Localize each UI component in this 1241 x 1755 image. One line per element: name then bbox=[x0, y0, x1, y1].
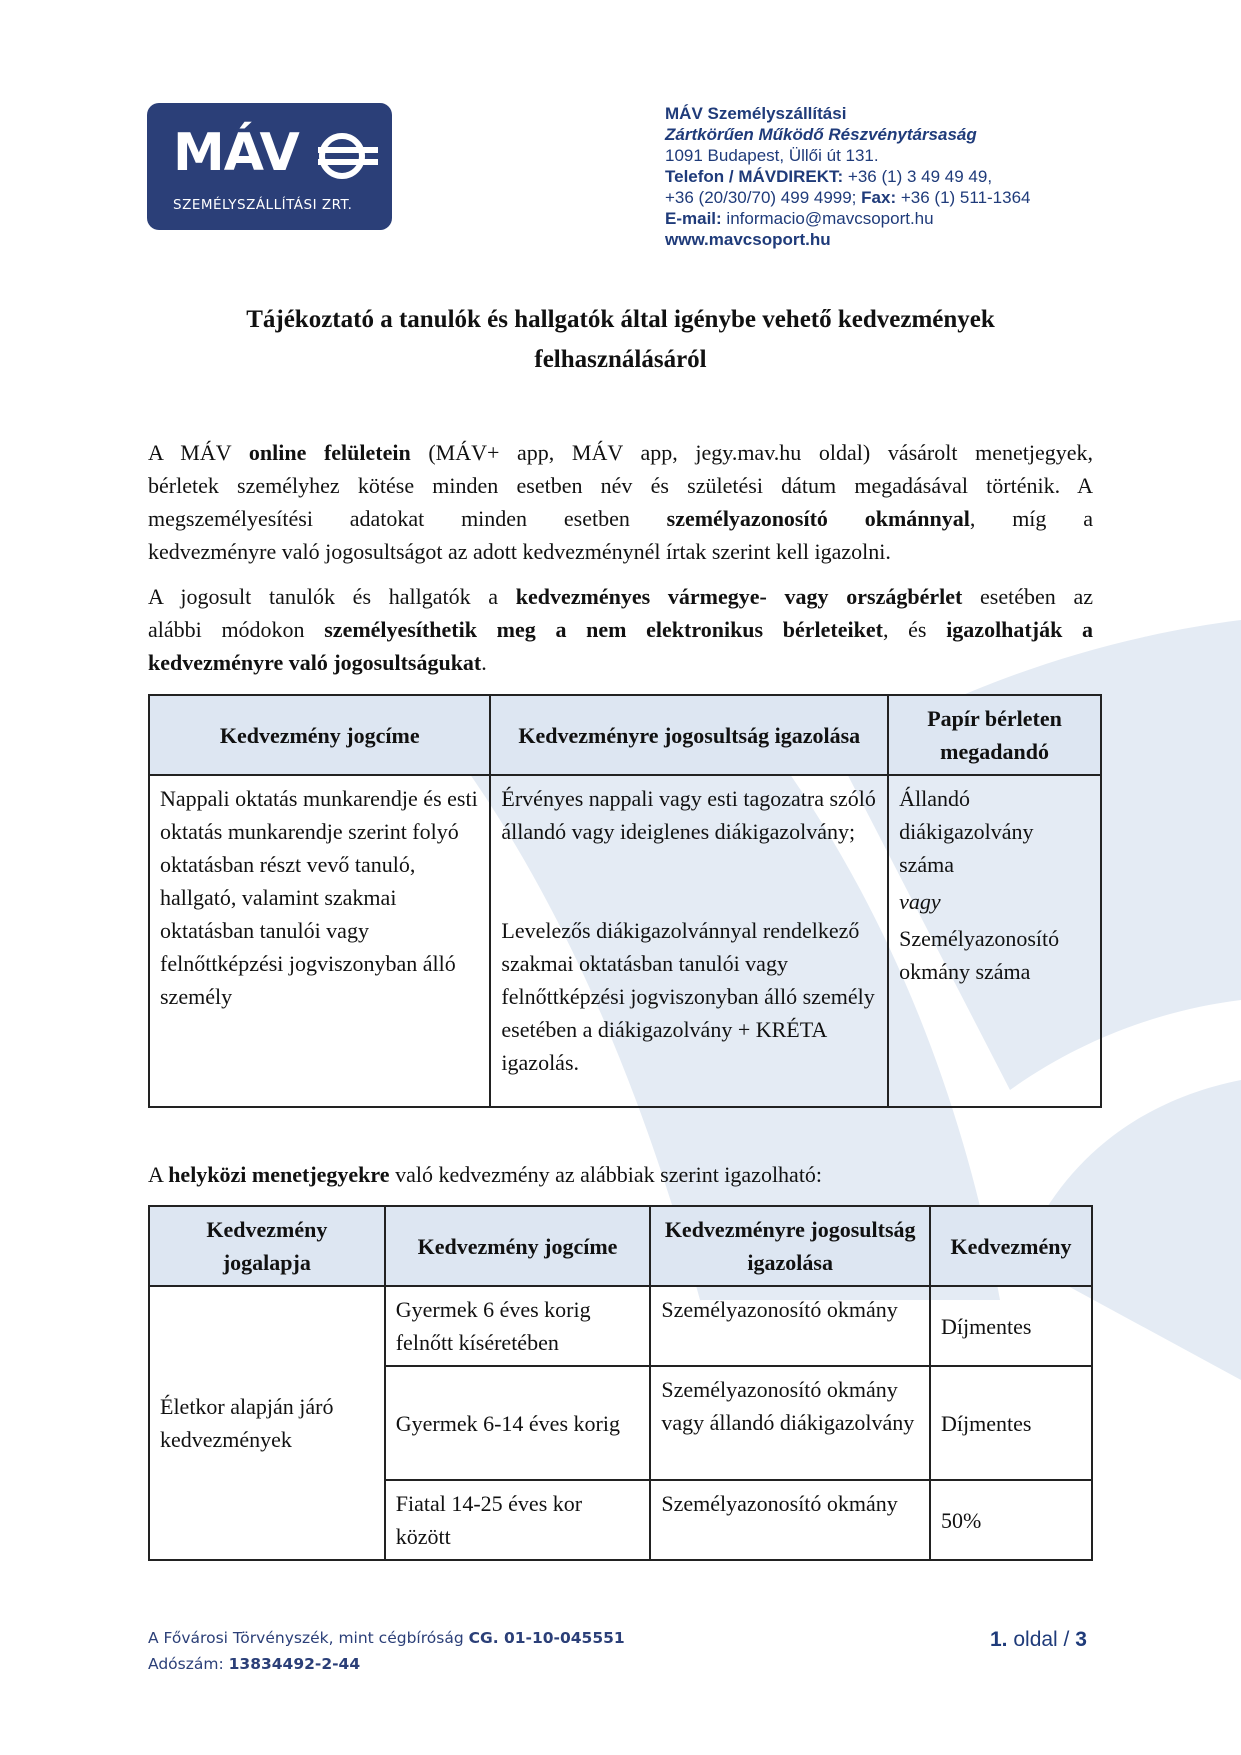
cell-row1-igazolas: Személyazonosító okmány bbox=[650, 1286, 930, 1366]
logo-rail-icon bbox=[310, 123, 380, 189]
p2-bold-verify: igazolhatják a bbox=[946, 617, 1093, 642]
paragraph-online bbox=[148, 436, 1093, 568]
th-papir: Papír bérleten megadandó bbox=[888, 695, 1101, 775]
title-line-2: felhasználásáról bbox=[534, 346, 707, 373]
page-number bbox=[990, 1628, 1087, 1652]
p3-text-c: való kedvezmény az alábbiak szerint igazolható: bbox=[389, 1162, 823, 1187]
email-label: E-mail: bbox=[665, 209, 722, 228]
cell-row1-jogcim: Gyermek 6 éves korig felnőtt kíséretében bbox=[385, 1286, 651, 1366]
logo-subtitle: SZEMÉLYSZÁLLÍTÁSI ZRT. bbox=[173, 197, 353, 213]
website-link[interactable]: www.mavcsoport.hu bbox=[665, 230, 831, 249]
igazolas-levelezos: Levelezős diákigazolvánnyal rendelkező szakmai oktatásban tanulói vagy felnőttképzési jogviszonyban álló személy esetében a diákigazolvány + KRÉTA igazolás. bbox=[501, 918, 875, 1075]
cell-row1-kedvezmeny: Díjmentes bbox=[930, 1286, 1092, 1366]
email-link[interactable]: informacio@mavcsoport.hu bbox=[726, 209, 934, 228]
company-form: Zártkörűen Működő Részvénytársaság bbox=[665, 125, 977, 144]
p2-text-f: , és bbox=[882, 617, 947, 642]
footer-tax-label: Adószám: bbox=[148, 1655, 229, 1673]
footer-cg: CG. 01-10-045551 bbox=[468, 1629, 625, 1647]
phone-2: +36 (20/30/70) 499 4999; bbox=[665, 188, 857, 207]
th-igazolas-2: Kedvezményre jogosultság igazolása bbox=[650, 1206, 930, 1286]
page-current: 1. bbox=[990, 1628, 1008, 1651]
document-title bbox=[140, 300, 1101, 380]
paragraph-bérlet bbox=[148, 580, 1093, 679]
paragraph-helykozi bbox=[148, 1158, 1093, 1191]
p1-text-e: megszemélyesítési adatokat minden esetben bbox=[148, 506, 667, 531]
igazolas-nappali: Érvényes nappali vagy esti tagozatra szóló állandó vagy ideiglenes diákigazolvány; bbox=[501, 786, 876, 844]
cell-eletkor: Életkor alapján járó kedvezmények bbox=[149, 1286, 385, 1560]
logo-text: MÁV bbox=[173, 123, 299, 183]
menetjegy-table-header-row bbox=[149, 1206, 1092, 1286]
mav-logo bbox=[147, 103, 392, 230]
title-line-1: Tájékoztató a tanulók és hallgatók által igénybe vehető kedvezmények bbox=[246, 306, 995, 333]
berlet-table-row bbox=[149, 775, 1101, 1107]
table-row bbox=[149, 1286, 1092, 1366]
p2-text-i: . bbox=[481, 650, 487, 675]
cell-row2-igazolas: Személyazonosító okmány vagy állandó diákigazolvány bbox=[650, 1366, 930, 1480]
papir-vagy: vagy bbox=[899, 889, 941, 914]
p2-text-c: esetében az bbox=[962, 584, 1093, 609]
p1-text-c: (MÁV+ app, MÁV app, jegy.mav.hu oldal) vásárolt menetjegyek, bbox=[410, 440, 1093, 465]
menetjegy-table bbox=[148, 1205, 1093, 1561]
page-total: 3 bbox=[1075, 1628, 1087, 1651]
cell-row3-kedvezmeny: 50% bbox=[930, 1480, 1092, 1560]
p3-text-a: A bbox=[148, 1162, 169, 1187]
footer-court: A Fővárosi Törvényszék, mint cégbíróság bbox=[148, 1629, 469, 1647]
company-info bbox=[665, 103, 1031, 250]
p2-bold-personalize: személyesíthetik meg a nem elektronikus bérleteiket bbox=[324, 617, 883, 642]
th-jogcim: Kedvezmény jogcíme bbox=[149, 695, 490, 775]
th-jogalap: Kedvezmény jogalapja bbox=[149, 1206, 385, 1286]
th-igazolas: Kedvezményre jogosultság igazolása bbox=[490, 695, 888, 775]
cell-papir bbox=[888, 775, 1101, 1107]
p1-text-h: kedvezményre való jogosultságot az adott kedvezménynél írtak szerint kell igazolni. bbox=[148, 539, 891, 564]
berlet-table-header-row bbox=[149, 695, 1101, 775]
cell-jogcim: Nappali oktatás munkarendje és esti oktatás munkarendje szerint folyó oktatásban részt vevő tanuló, hallgató, valamint szakmai oktatásban tanulói vagy felnőttképzési jogviszonyban álló személy bbox=[149, 775, 490, 1107]
fax-label: Fax: bbox=[861, 188, 897, 207]
papir-diakigazolvany: Állandó diákigazolvány száma bbox=[899, 786, 1034, 877]
papir-szemelyazonosito: Személyazonosító okmány száma bbox=[899, 926, 1060, 984]
p2-bold-berlet: kedvezményes vármegye- vagy országbérlet bbox=[515, 584, 963, 609]
p1-bold-online: online felületein bbox=[248, 440, 411, 465]
p2-bold-eligibility: kedvezményre való jogosultságukat bbox=[148, 650, 482, 675]
th-jogcim-2: Kedvezmény jogcíme bbox=[385, 1206, 651, 1286]
page-label: oldal / bbox=[1007, 1628, 1076, 1651]
p1-text-d: bérletek személyhez kötése minden esetben név és születési dátum megadásával történik. A bbox=[148, 473, 1093, 498]
th-kedvezmeny: Kedvezmény bbox=[930, 1206, 1092, 1286]
footer-legal bbox=[148, 1625, 625, 1677]
p1-bold-id: személyazonosító okmánnyal bbox=[666, 506, 970, 531]
phone-label: Telefon / MÁVDIREKT: bbox=[665, 167, 844, 186]
berlet-table bbox=[148, 694, 1102, 1108]
company-address: 1091 Budapest, Üllői út 131. bbox=[665, 146, 879, 165]
p3-bold-helykozi: helyközi menetjegyekre bbox=[168, 1162, 390, 1187]
cell-row2-kedvezmeny: Díjmentes bbox=[930, 1366, 1092, 1480]
footer-tax: 13834492-2-44 bbox=[228, 1655, 361, 1673]
phone-1: +36 (1) 3 49 49 49, bbox=[847, 167, 993, 186]
fax-number: +36 (1) 511-1364 bbox=[900, 188, 1031, 207]
cell-row3-jogcim: Fiatal 14-25 éves kor között bbox=[385, 1480, 651, 1560]
company-name: MÁV Személyszállítási bbox=[665, 104, 847, 123]
p1-text-g: , míg a bbox=[969, 506, 1093, 531]
cell-row2-jogcim: Gyermek 6-14 éves korig bbox=[385, 1366, 651, 1480]
cell-igazolas bbox=[490, 775, 888, 1107]
cell-row3-igazolas: Személyazonosító okmány bbox=[650, 1480, 930, 1560]
p1-text-a: A MÁV bbox=[148, 440, 249, 465]
p2-text-d: alábbi módokon bbox=[148, 617, 325, 642]
p2-text-a: A jogosult tanulók és hallgatók a bbox=[148, 584, 516, 609]
